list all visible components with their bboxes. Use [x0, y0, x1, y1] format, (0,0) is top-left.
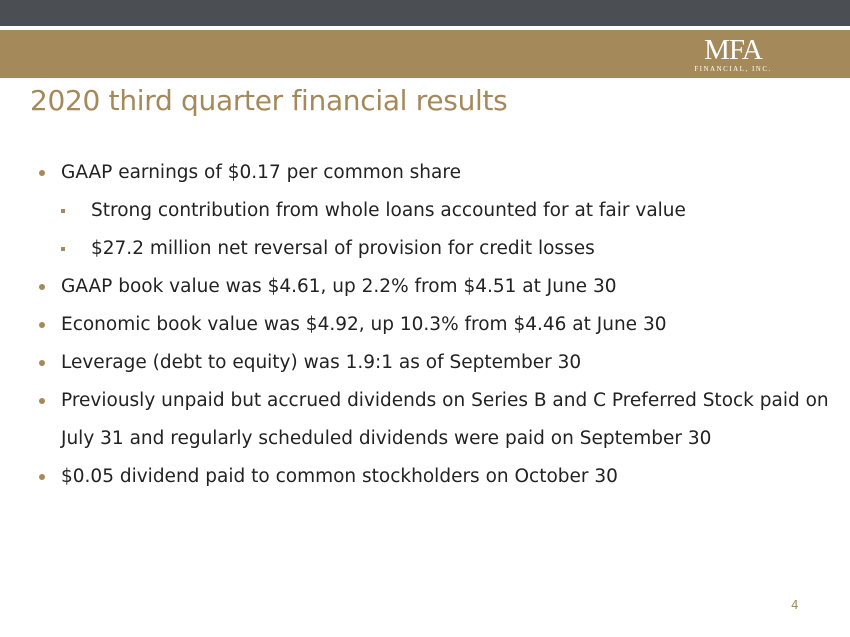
- page-number: 4: [791, 598, 799, 612]
- bullet-marker: [39, 322, 45, 328]
- bullet-item: [0, 458, 850, 496]
- sub-bullet-item: [0, 192, 850, 230]
- bullet-list: [0, 154, 850, 496]
- bullet-marker: [39, 170, 45, 176]
- bullet-item: [0, 344, 850, 382]
- slide-title: 2020 third quarter financial results: [30, 84, 508, 117]
- bullet-marker: [39, 284, 45, 290]
- bullet-text: Economic book value was $4.92, up 10.3% from $4.46 at June 30: [61, 314, 667, 335]
- bullet-item: [0, 268, 850, 306]
- bullet-text: GAAP book value was $4.61, up 2.2% from $4.51 at June 30: [61, 276, 617, 297]
- bullet-text: GAAP earnings of $0.17 per common share: [61, 162, 461, 183]
- company-logo: [688, 36, 778, 74]
- bullet-text: Previously unpaid but accrued dividends on Series B and C Preferred Stock paid on July 31 and regularly scheduled dividends were paid on September 30: [61, 390, 829, 449]
- sub-bullet-marker: [61, 209, 65, 213]
- bullet-text: $0.05 dividend paid to common stockholders on October 30: [61, 466, 618, 487]
- bullet-marker: [39, 360, 45, 366]
- bullet-text: Leverage (debt to equity) was 1.9:1 as of September 30: [61, 352, 582, 373]
- sub-bullet-item: [0, 230, 850, 268]
- sub-bullet-marker: [61, 247, 65, 251]
- logo-subtext: FINANCIAL, INC.: [694, 65, 772, 73]
- bullet-item: [0, 382, 841, 458]
- bullet-marker: [39, 398, 45, 404]
- sub-bullet-text: Strong contribution from whole loans accounted for at fair value: [91, 200, 686, 221]
- top-bar: [0, 0, 850, 26]
- logo-mark: MFA: [704, 34, 762, 66]
- bullet-item: [0, 306, 850, 344]
- sub-bullet-text: $27.2 million net reversal of provision for credit losses: [91, 238, 595, 259]
- bullet-marker: [39, 474, 45, 480]
- bullet-item: [0, 154, 850, 192]
